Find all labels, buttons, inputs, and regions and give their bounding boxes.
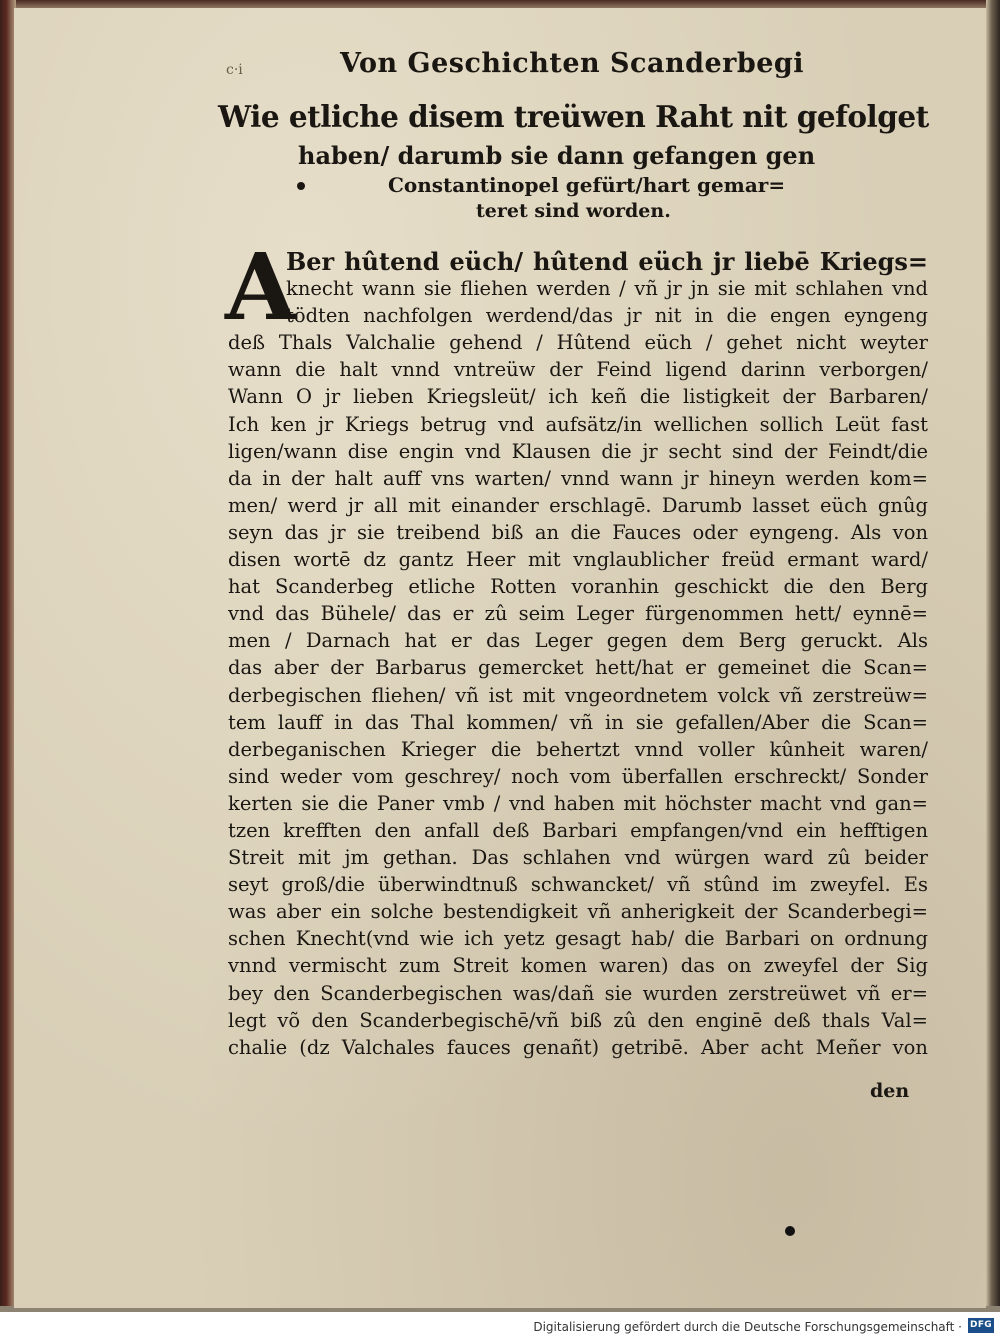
text-line: da in der halt auff vns warten/ vnnd wann jr hineyn werden kom=: [228, 466, 928, 490]
running-head: Von Geschichten Scanderbegi: [340, 48, 805, 79]
text-line: deß Thals Valchalie gehend / Hûtend eüch / gehet nicht weyter: [228, 331, 928, 355]
heading-line: Wie etliche disem treüwen Raht nit gefolget: [218, 99, 929, 134]
text-line: vnnd vermischt zum Streit komen waren) das on zweyfel der Sig: [228, 954, 928, 978]
text-line: men/ werd jr all mit einander erschlagē. Darumb lasset eüch gnûg: [228, 493, 928, 517]
text-line: tem lauff in das Thal kommen/ vñ in sie gefallen/Aber die Scan=: [228, 710, 928, 734]
text-line: wann die halt vnnd vntreüw der Feind ligend darinn verborgen/: [228, 358, 928, 382]
drop-initial: A: [225, 233, 297, 341]
text-line: tödten nachfolgen werdend/das jr nit in die engen eyngeng: [286, 304, 928, 328]
catchword: den: [870, 1080, 910, 1102]
text-line: schen Knecht(vnd wie ich yetz gesagt hab/ die Barbari on ordnung: [228, 927, 928, 951]
text-line: vnd das Bühele/ das er zû seim Leger fürgenommen hett/ eynnē=: [228, 602, 928, 626]
text-line: Wann O jr lieben Kriegsleüt/ ich keñ die listigkeit der Barbaren/: [228, 385, 928, 409]
text-line: knecht wann sie fliehen werden / vñ jr jn sie mit schlahen vnd: [286, 277, 928, 301]
ink-dot: [297, 182, 305, 190]
body-text: [228, 248, 928, 1061]
chapter-heading: [218, 94, 938, 224]
text-line: sind weder vom geschrey/ noch vom überfallen erschreckt/ Sonder: [228, 764, 928, 788]
text-line: hat Scanderbeg etliche Rotten voranhin geschickt die den Berg: [228, 575, 928, 599]
text-line: ligen/wann dise engin vnd Klausen die jr secht sind der Feindt/die: [228, 439, 928, 463]
text-line: tzen krefften den anfall deß Barbari empfangen/vnd ein hefftigen: [228, 818, 928, 842]
text-line: Ber hûtend eüch/ hûtend eüch jr liebē Kriegs=: [286, 247, 928, 276]
text-line: bey den Scanderbegischen was/dañ sie wurden zerstreüwet vñ er=: [228, 981, 928, 1005]
heading-line: teret sind worden.: [476, 200, 671, 222]
dfg-logo-icon: DFG: [968, 1318, 994, 1333]
text-line: men / Darnach hat er das Leger gegen dem Berg geruckt. Als: [228, 629, 928, 653]
text-line: seyt groß/die überwindtnuß schwancket/ vñ stûnd im zweyfel. Es: [228, 873, 928, 897]
text-line: kerten sie die Paner vmb / vnd haben mit höchster macht vnd gan=: [228, 791, 928, 815]
text-line: Ich ken jr Kriegs betrug vnd aufsätz/in wellichen sollich Leüt fast: [228, 412, 928, 436]
text-line: was aber ein solche bestendigkeit vñ anherigkeit der Scanderbegi=: [228, 900, 928, 924]
page-number-trace: c·i: [226, 62, 243, 78]
text-line: seyn das jr sie treibend biß an die Fauces oder eyngeng. Als von: [228, 520, 928, 544]
heading-line: haben/ darumb sie dann gefangen gen: [298, 141, 816, 170]
text-line: disen wortē dz gantz Heer mit vnglaublicher freüd ermant ward/: [228, 548, 928, 572]
text-line: derbeganischen Krieger die behertzt vnnd voller kûnheit waren/: [228, 737, 928, 761]
text-line: derbegischen fliehen/ vñ ist mit vngeordnetem volck vñ zerstreüw=: [228, 683, 928, 707]
book-right-edge: [986, 0, 1000, 1310]
text-line: das aber der Barbarus gemercket hett/hat er gemeinet die Scan=: [228, 656, 928, 680]
text-line: chalie (dz Valchales fauces genañt) getribē. Aber acht Meñer von: [228, 1035, 928, 1059]
text-line: legt võ den Scanderbegischē/vñ biß zû den enginē deß thals Val=: [228, 1008, 928, 1032]
heading-line: Constantinopel gefürt/hart gemar=: [388, 173, 786, 197]
funding-credit: Digitalisierung gefördert durch die Deutsche Forschungsgemeinschaft ·: [533, 1320, 962, 1334]
ink-dot: [785, 1226, 795, 1236]
text-line: Streit mit jm gethan. Das schlahen vnd würgen ward zû beider: [228, 846, 928, 870]
